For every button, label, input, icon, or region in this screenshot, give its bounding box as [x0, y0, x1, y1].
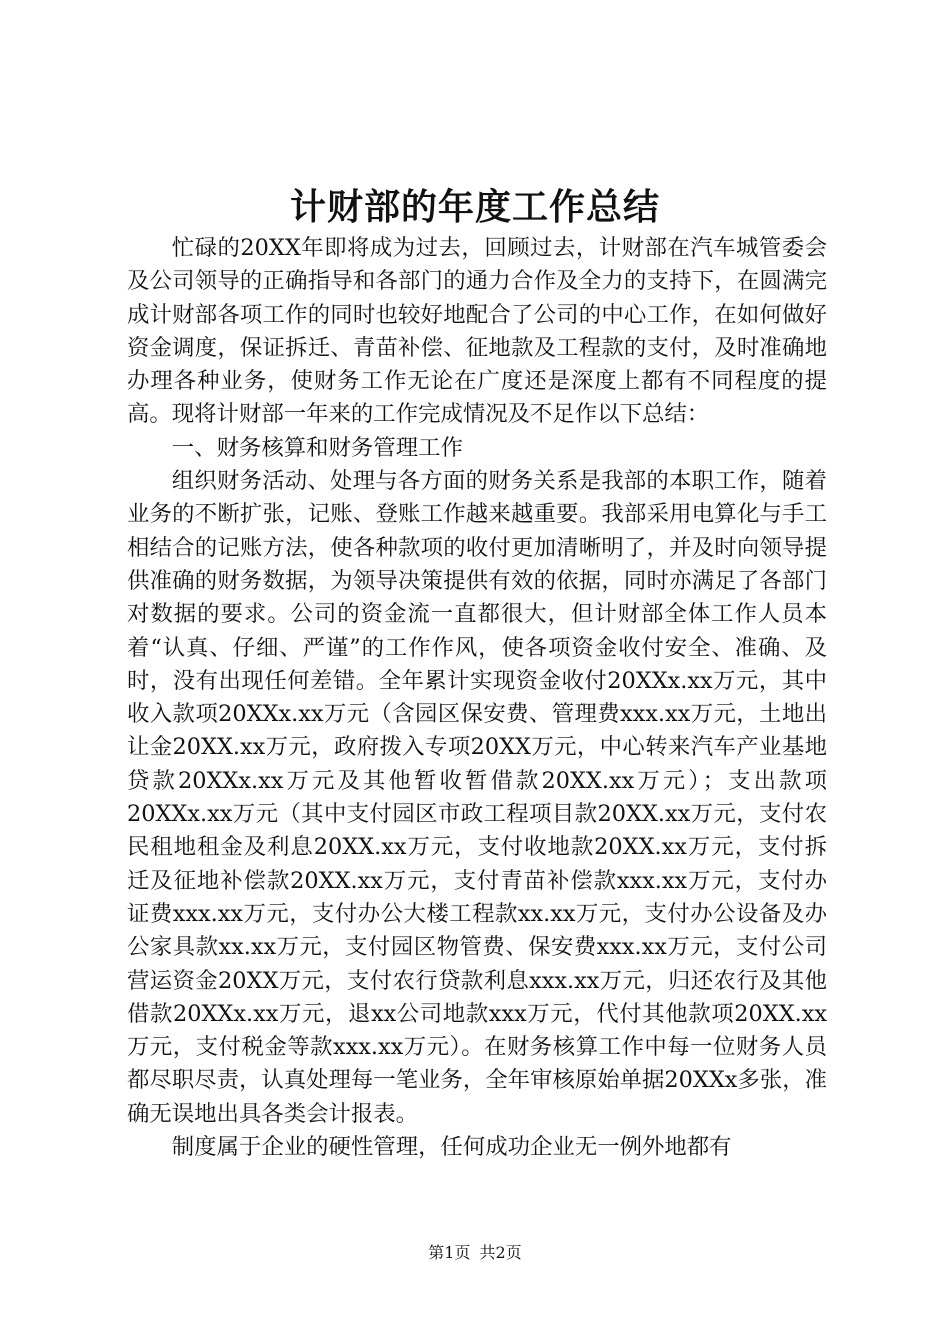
document-body — [127, 232, 827, 1164]
paragraph-finance-accounting: 组织财务活动、处理与各方面的财务关系是我部的本职工作，随着业务的不断扩张，记账、登账工作越来越重要。我部采用电算化与手工相结合的记账方法，使各种款项的收付更加清晰明了，并及时向领导提供准确的财务数据，为领导决策提供有效的依据，同时亦满足了各部门对数据的要求。公司的资金流一直都很大，但计财部全体工作人员本着“认真、仔细、严谨”的工作作风，使各项资金收付安全、准确、及时，没有出现任何差错。全年累计实现资金收付20XXx.xx万元，其中收入款项20XXx.xx万元（含园区保安费、管理费xxx.xx万元，土地出让金20XX.xx万元，政府拨入专项20XX万元，中心转来汽车产业基地贷款20XXx.xx万元及其他暂收暂借款20XX.xx万元）；支出款项20XXx.xx万元（其中支付园区市政工程项目款20XX.xx万元，支付农民租地租金及利息20XX.xx万元，支付收地款20XX.xx万元，支付拆迁及征地补偿款20XX.xx万元，支付青苗补偿款xxx.xx万元，支付办证费xxx.xx万元，支付办公大楼工程款xx.xx万元，支付办公设备及办公家具款xx.xx万元，支付园区物管费、保安费xxx.xx万元，支付公司营运资金20XX万元，支付农行贷款利息xxx.xx万元，归还农行及其他借款20XXx.xx万元，退xx公司地款xxx万元，代付其他款项20XX.xx万元，支付税金等款xxx.xx万元）。在财务核算工作中每一位财务人员都尽职尽责，认真处理每一笔业务，全年审核原始单据20XXx多张，准确无误地出具各类会计报表。 — [127, 468, 827, 1127]
paragraph-system-management: 制度属于企业的硬性管理，任何成功企业无一例外地都有 — [171, 1134, 732, 1161]
section-heading: 一、财务核算和财务管理工作 — [171, 434, 463, 461]
page-footer — [0, 1242, 950, 1264]
page-number: 第1页 — [428, 1243, 471, 1262]
paragraph-intro: 忙碌的20XX年即将成为过去，回顾过去，计财部在汽车城管委会及公司领导的正确指导和各部门的通力合作及全力的支持下，在圆满完成计财部各项工作的同时也较好地配合了公司的中心工作，在如何做好资金调度，保证拆迁、青苗补偿、征地款及工程款的支付，及时准确地办理各种业务，使财务工作无论在广度还是深度上都有不同程度的提高。现将计财部一年来的工作完成情况及不足作以下总结： — [127, 235, 827, 428]
page-total: 共2页 — [479, 1243, 522, 1262]
document-title: 计财部的年度工作总结 — [289, 187, 660, 228]
